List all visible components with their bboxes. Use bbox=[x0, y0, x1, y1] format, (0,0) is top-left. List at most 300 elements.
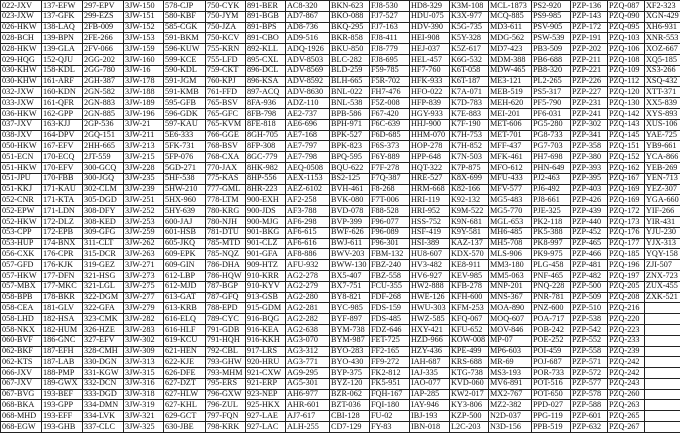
table-cell: 187-EFH bbox=[42, 346, 83, 357]
table-cell: YIF-266 bbox=[645, 206, 680, 217]
table-cell: 2GH-387 bbox=[83, 76, 124, 87]
table-cell: 311-CLT bbox=[83, 238, 124, 249]
table-cell: PZQ-196 bbox=[608, 260, 645, 271]
table-cell: PZQ-090 bbox=[608, 11, 645, 22]
table-cell: 8FA-936 bbox=[246, 98, 286, 109]
table-cell: 770-JAX bbox=[206, 162, 246, 173]
table-cell: PZQ-176 bbox=[608, 227, 645, 238]
table-cell: 161-QFR bbox=[42, 98, 83, 109]
table-cell: 766-GGE bbox=[206, 130, 246, 141]
table-cell: POI-459 bbox=[532, 346, 571, 357]
table-cell: 068-MHD bbox=[1, 411, 42, 422]
table-cell: 322-DGM bbox=[83, 292, 124, 303]
table-cell: K5G-735 bbox=[450, 22, 489, 33]
table-cell: AD8-736 bbox=[286, 22, 330, 33]
table-cell: 3JW-152 bbox=[124, 22, 164, 33]
table-cell: FJ7-163 bbox=[370, 22, 410, 33]
table-cell: BYO-430 bbox=[330, 357, 370, 368]
table-cell: K7N-503 bbox=[450, 152, 489, 163]
table-cell: FF9-272 bbox=[370, 357, 410, 368]
table-cell: HRM-668 bbox=[410, 184, 450, 195]
table-cell: MX2-767 bbox=[489, 389, 532, 400]
table-cell: PZP-302 bbox=[571, 119, 608, 130]
table-cell: BNL-022 bbox=[330, 87, 370, 98]
table-cell: PZQ-095 bbox=[608, 22, 645, 33]
table-cell: PZP-136 bbox=[571, 1, 608, 12]
table-cell: POR-733 bbox=[532, 368, 571, 379]
table-row bbox=[1, 184, 680, 195]
table-cell: 2GP-536 bbox=[83, 119, 124, 130]
table-cell: KW2-017 bbox=[450, 389, 489, 400]
table-cell: 3JW-215 bbox=[124, 152, 164, 163]
table-cell: 3JW-16 bbox=[124, 65, 164, 76]
table-cell: PZP-341 bbox=[571, 130, 608, 141]
table-cell: KDX-570 bbox=[450, 249, 489, 260]
table-cell: 787-BGP bbox=[206, 281, 246, 292]
table-cell: AE7-797 bbox=[286, 141, 330, 152]
table-cell: PZQ-151 bbox=[608, 141, 645, 152]
table-cell: MZ2-382 bbox=[489, 400, 532, 411]
table-cell: FDS-159 bbox=[370, 303, 410, 314]
table-cell: BWW-130 bbox=[330, 260, 370, 271]
table-cell: 3JW-239 bbox=[124, 184, 164, 195]
table-cell: YEZ-307 bbox=[645, 184, 680, 195]
table-row bbox=[1, 216, 680, 227]
table-cell: 067-BVG bbox=[1, 389, 42, 400]
table-cell: 590-KDL bbox=[164, 65, 206, 76]
table-cell: 580-KBF bbox=[164, 11, 206, 22]
table-cell: AE7-798 bbox=[286, 152, 330, 163]
table-cell: 066-JXV bbox=[1, 368, 42, 379]
table-cell: 029-HQG bbox=[1, 54, 42, 65]
table-cell: MH6-485 bbox=[489, 227, 532, 238]
table-cell: BX7-751 bbox=[330, 281, 370, 292]
table-cell: PZQ-216 bbox=[608, 303, 645, 314]
table-cell: IBN-018 bbox=[410, 422, 450, 433]
table-cell: 2FB-009 bbox=[83, 22, 124, 33]
table-cell: 300-JGQ bbox=[83, 173, 124, 184]
table-cell: PNR-781 bbox=[532, 292, 571, 303]
table-cell: 3JW-213 bbox=[124, 141, 164, 152]
table-cell: 786-DHA bbox=[206, 260, 246, 271]
table-cell bbox=[645, 400, 680, 411]
table-cell: MEH-620 bbox=[489, 98, 532, 109]
table-cell: 5HX-960 bbox=[164, 195, 206, 206]
table-cell: PZQ-167 bbox=[608, 173, 645, 184]
table-cell: 3JW-251 bbox=[124, 195, 164, 206]
table-cell: 896-DCL bbox=[246, 65, 286, 76]
table-cell: 913-GSB bbox=[246, 292, 286, 303]
table-cell: FJ8-530 bbox=[370, 1, 410, 12]
table-cell: 038-JXV bbox=[1, 130, 42, 141]
table-row bbox=[1, 108, 680, 119]
table-cell: MET-606 bbox=[489, 119, 532, 130]
table-cell: 162-GPP bbox=[42, 108, 83, 119]
table-row bbox=[1, 314, 680, 325]
table-cell: MGL-653 bbox=[489, 216, 532, 227]
table-cell: MD7-423 bbox=[489, 44, 532, 55]
table-cell: BLH-665 bbox=[330, 76, 370, 87]
table-cell: AD9-516 bbox=[286, 33, 330, 44]
table-cell: PLG-458 bbox=[532, 260, 571, 271]
table-cell: BKR-858 bbox=[330, 33, 370, 44]
table-cell: 891-CBO bbox=[246, 33, 286, 44]
table-cell: BS2-125 bbox=[330, 173, 370, 184]
table-cell: HEL-457 bbox=[410, 54, 450, 65]
table-cell: 795-ERS bbox=[206, 378, 246, 389]
table-cell: FJ8-411 bbox=[370, 33, 410, 44]
table-cell: 056-CXK bbox=[1, 249, 42, 260]
table-cell: 909-HTZ bbox=[246, 260, 286, 271]
table-cell: PZP-510 bbox=[571, 303, 608, 314]
table-cell: PG8-733 bbox=[532, 130, 571, 141]
table-cell: 597-KAU bbox=[164, 119, 206, 130]
table-cell: MCL-1873 bbox=[489, 1, 532, 12]
table-cell: ADV-8630 bbox=[286, 87, 330, 98]
table-cell: 765-KVM bbox=[206, 119, 246, 130]
table-cell: HRI-952 bbox=[410, 206, 450, 217]
table-cell: K82-166 bbox=[450, 184, 489, 195]
table-cell: MS3-193 bbox=[489, 368, 532, 379]
table-cell: FK5-951 bbox=[370, 378, 410, 389]
table-cell: PS2-920 bbox=[532, 1, 571, 12]
table-cell: AJ7-617 bbox=[286, 411, 330, 422]
table-cell: F5Z-008 bbox=[370, 98, 410, 109]
table-cell: 916-KKH bbox=[246, 335, 286, 346]
table-cell: 177-MKC bbox=[42, 281, 83, 292]
table-cell: BWJ-611 bbox=[330, 238, 370, 249]
table-cell: F6C-639 bbox=[370, 119, 410, 130]
table-cell: PZP-578 bbox=[571, 389, 608, 400]
table-cell: 315-DCR bbox=[83, 249, 124, 260]
table-cell: BVH-461 bbox=[330, 184, 370, 195]
table-cell: AF6-298 bbox=[286, 216, 330, 227]
table-cell: PZQ-263 bbox=[608, 400, 645, 411]
table-cell: F7T-006 bbox=[370, 195, 410, 206]
table-cell: 613-KRB bbox=[164, 303, 206, 314]
table-cell: PG7-703 bbox=[532, 141, 571, 152]
table-cell: POB-242 bbox=[532, 324, 571, 335]
table-cell: PZP-588 bbox=[571, 400, 608, 411]
table-cell: AG2-638 bbox=[286, 324, 330, 335]
table-cell: BYM-738 bbox=[330, 324, 370, 335]
table-cell bbox=[645, 422, 680, 433]
table-cell: YEB-269 bbox=[645, 162, 680, 173]
table-row bbox=[1, 346, 680, 357]
table-cell: 921-ERP bbox=[246, 378, 286, 389]
table-cell: 785-NQZ bbox=[206, 249, 246, 260]
table-cell: 182-HSA bbox=[42, 314, 83, 325]
table-cell: 3JW-277 bbox=[124, 292, 164, 303]
table-cell: MFK-461 bbox=[489, 152, 532, 163]
table-cell: MFV-577 bbox=[489, 184, 532, 195]
table-cell: 058-CEA bbox=[1, 303, 42, 314]
table-cell: BZT-036 bbox=[330, 400, 370, 411]
table-cell: 163-KJJ bbox=[42, 119, 83, 130]
table-cell: HFK-933 bbox=[410, 76, 450, 87]
table-cell: 060-BVF bbox=[1, 335, 42, 346]
table-cell: XX5-839 bbox=[645, 98, 680, 109]
table-row bbox=[1, 292, 680, 303]
table-cell: 333-DGD bbox=[83, 389, 124, 400]
table-cell: MM3-180 bbox=[489, 260, 532, 271]
table-cell: F6D-685 bbox=[370, 130, 410, 141]
table-cell: 891-BGB bbox=[246, 11, 286, 22]
table-cell: BPH-971 bbox=[330, 119, 370, 130]
table-cell: FQI-180 bbox=[370, 400, 410, 411]
table-cell: 171-LDN bbox=[42, 206, 83, 217]
table-row bbox=[1, 98, 680, 109]
table-cell: AG3-312 bbox=[286, 346, 330, 357]
table-row bbox=[1, 378, 680, 389]
table-cell: 896-KSA bbox=[246, 76, 286, 87]
table-cell: AF6-615 bbox=[286, 227, 330, 238]
table-cell: 792-CBL bbox=[206, 346, 246, 357]
table-cell: 3JW-318 bbox=[124, 389, 164, 400]
table-cell: MNS-367 bbox=[489, 292, 532, 303]
table-cell: 050-HKW bbox=[1, 141, 42, 152]
table-row bbox=[1, 281, 680, 292]
table-cell: 900-JDS bbox=[246, 206, 286, 217]
table-cell: PJ2-463 bbox=[532, 173, 571, 184]
table-cell: IAP-285 bbox=[410, 389, 450, 400]
table-cell: 778-LTM bbox=[206, 195, 246, 206]
table-cell: IAJ-335 bbox=[410, 368, 450, 379]
table-cell: PJ8-661 bbox=[532, 195, 571, 206]
table-row bbox=[1, 249, 680, 260]
table-row bbox=[1, 65, 680, 76]
table-cell: 3JW-279 bbox=[124, 303, 164, 314]
table-cell: BKU-850 bbox=[330, 44, 370, 55]
table-cell: HSF-419 bbox=[410, 227, 450, 238]
table-cell: PZP-542 bbox=[571, 324, 608, 335]
table-cell: 326-HZE bbox=[83, 324, 124, 335]
table-cell: 8FP-308 bbox=[246, 141, 286, 152]
table-cell: PZQ-173 bbox=[608, 216, 645, 227]
table-cell: 052-CNR bbox=[1, 195, 42, 206]
table-cell: 3JW-252 bbox=[124, 206, 164, 217]
table-row bbox=[1, 227, 680, 238]
table-cell: 797-FQN bbox=[206, 411, 246, 422]
table-cell: K7H-852 bbox=[450, 141, 489, 152]
table-cell: AG2-280 bbox=[286, 292, 330, 303]
table-cell: PZQ-169 bbox=[608, 195, 645, 206]
table-cell: PZP-552 bbox=[571, 335, 608, 346]
table-cell: FU-02 bbox=[370, 411, 410, 422]
table-cell: PZP-227 bbox=[571, 87, 608, 98]
table-cell: 901-GFA bbox=[246, 249, 286, 260]
table-cell: K9M-522 bbox=[450, 206, 489, 217]
table-cell: POJ-687 bbox=[532, 357, 571, 368]
table-cell: 058-LHD bbox=[1, 314, 42, 325]
table-cell: PK5-388 bbox=[532, 227, 571, 238]
table-cell: 621-HEN bbox=[164, 346, 206, 357]
table-cell: 321-HSG bbox=[83, 270, 124, 281]
table-cell: 916-BQG bbox=[246, 314, 286, 325]
table-row bbox=[1, 44, 680, 55]
table-cell: 137-GFK bbox=[42, 11, 83, 22]
table-cell: PZQ-087 bbox=[608, 1, 645, 12]
table-cell: 3JW-211 bbox=[124, 130, 164, 141]
table-cell: K5Y-328 bbox=[450, 33, 489, 44]
table-cell: 3JW-188 bbox=[124, 87, 164, 98]
table-cell: 3JW-262 bbox=[124, 238, 164, 249]
table-row bbox=[1, 11, 680, 22]
table-cell: PZP-571 bbox=[571, 357, 608, 368]
table-cell: PZQ-142 bbox=[608, 108, 645, 119]
table-cell: FDZ-646 bbox=[370, 324, 410, 335]
table-cell: 777-GML bbox=[206, 184, 246, 195]
table-cell: 768-CXA bbox=[206, 152, 246, 163]
table-cell: KVD-060 bbox=[450, 378, 489, 389]
table-cell: 5E6-333 bbox=[164, 130, 206, 141]
table-cell: PZQ-265 bbox=[608, 411, 645, 422]
table-cell: F59-785 bbox=[370, 65, 410, 76]
table-cell: 3JW-319 bbox=[124, 400, 164, 411]
table-cell: F6Y-889 bbox=[370, 152, 410, 163]
table-cell: KEV-985 bbox=[450, 270, 489, 281]
table-cell: MOV-846 bbox=[489, 324, 532, 335]
code-table-body bbox=[1, 1, 680, 433]
table-cell: F96-089 bbox=[370, 227, 410, 238]
table-cell: 596-GDK bbox=[164, 108, 206, 119]
table-cell: 193-BEF bbox=[42, 389, 83, 400]
table-cell: 917-LRS bbox=[246, 346, 286, 357]
table-cell: 781-DTU bbox=[206, 227, 246, 238]
table-cell: 599-KCE bbox=[164, 54, 206, 65]
table-cell: 5HW-210 bbox=[164, 184, 206, 195]
table-cell: PZP-395 bbox=[571, 173, 608, 184]
table-cell: 030-KHW bbox=[1, 65, 42, 76]
table-cell: HHM-070 bbox=[410, 130, 450, 141]
table-cell: 161-ARF bbox=[42, 76, 83, 87]
table-cell: IBJ-193 bbox=[410, 411, 450, 422]
table-cell: 299-EZS bbox=[83, 11, 124, 22]
table-cell: PZQ-143 bbox=[608, 119, 645, 130]
table-cell: AC8-320 bbox=[286, 1, 330, 12]
table-cell: 022-JXV bbox=[1, 1, 42, 12]
table-cell: K5Z-617 bbox=[450, 44, 489, 55]
table-cell: KFQ-067 bbox=[450, 314, 489, 325]
table-cell: PZP-465 bbox=[571, 238, 608, 249]
table-cell: N3D-156 bbox=[489, 422, 532, 433]
table-cell: AF6-616 bbox=[286, 238, 330, 249]
table-cell: BWV-203 bbox=[330, 249, 370, 260]
table-cell: 188-PMP bbox=[42, 368, 83, 379]
table-cell: 750-CYK bbox=[206, 1, 246, 12]
table-cell: 5HF-538 bbox=[164, 173, 206, 184]
table-cell: 032-JXW bbox=[1, 87, 42, 98]
table-cell: 892-KLL bbox=[246, 44, 286, 55]
table-cell: PZQ-242 bbox=[608, 368, 645, 379]
table-cell: 612-MJD bbox=[164, 281, 206, 292]
table-cell: POT-650 bbox=[532, 389, 571, 400]
table-cell: BYC-985 bbox=[330, 303, 370, 314]
table-cell: ADZ-110 bbox=[286, 98, 330, 109]
table-cell: 796-ZUL bbox=[206, 400, 246, 411]
table-cell: HF7-760 bbox=[410, 65, 450, 76]
table-cell: K7D-783 bbox=[450, 98, 489, 109]
table-cell: 785-MTD bbox=[206, 238, 246, 249]
table-cell: 3JW-196 bbox=[124, 108, 164, 119]
table-cell: 193-GPP bbox=[42, 400, 83, 411]
table-row bbox=[1, 324, 680, 335]
table-cell: 3JW-178 bbox=[124, 76, 164, 87]
table-cell: FH7-476 bbox=[370, 87, 410, 98]
table-cell: AF2-258 bbox=[286, 195, 330, 206]
table-cell: PJE-325 bbox=[532, 206, 571, 217]
table-cell: BQU-622 bbox=[330, 162, 370, 173]
table-cell: AEZ-6102 bbox=[286, 184, 330, 195]
table-cell: YAE-725 bbox=[645, 130, 680, 141]
table-cell: KFU-652 bbox=[450, 324, 489, 335]
table-cell: BPK-527 bbox=[330, 130, 370, 141]
table-cell: HZY-436 bbox=[410, 346, 450, 357]
table-cell: PZP-632 bbox=[571, 422, 608, 433]
table-cell: BYZ-120 bbox=[330, 378, 370, 389]
table-cell: 927-LAC bbox=[246, 422, 286, 433]
table-cell: PZP-221 bbox=[571, 65, 608, 76]
table-cell: 305-DGD bbox=[83, 195, 124, 206]
table-cell: 916-KEA bbox=[246, 324, 286, 335]
table-cell: 170-EFV bbox=[42, 162, 83, 173]
table-cell: HGY-933 bbox=[410, 108, 450, 119]
table-row bbox=[1, 173, 680, 184]
table-cell: PZQ-185 bbox=[608, 249, 645, 260]
table-cell: 2GN-883 bbox=[83, 98, 124, 109]
table-cell: 323-CMK bbox=[83, 314, 124, 325]
table-cell: MNP-201 bbox=[489, 281, 532, 292]
table-row bbox=[1, 303, 680, 314]
table-cell bbox=[645, 303, 680, 314]
table-cell: MOA-890 bbox=[489, 303, 532, 314]
table-row bbox=[1, 195, 680, 206]
table-cell: BVD-078 bbox=[330, 206, 370, 217]
table-cell: 068-BKA bbox=[1, 400, 42, 411]
table-cell: AG3-771 bbox=[286, 357, 330, 368]
table-cell: 920-HRU bbox=[246, 357, 286, 368]
table-cell: CBI-128 bbox=[330, 411, 370, 422]
table-cell: 053-HUP bbox=[1, 238, 42, 249]
table-cell: 319-GEZ bbox=[83, 260, 124, 271]
table-cell: 026-HKW bbox=[1, 22, 42, 33]
table-cell: CD7-129 bbox=[330, 422, 370, 433]
table-cell: BZR-062 bbox=[330, 389, 370, 400]
table-cell: 176-CPR bbox=[42, 249, 83, 260]
table-cell: ADQ-1926 bbox=[286, 44, 330, 55]
table-cell: 612-LBP bbox=[164, 270, 206, 281]
table-cell: PZQ-242 bbox=[608, 357, 645, 368]
table-cell: MG5-770 bbox=[489, 206, 532, 217]
table-cell: PZQ-197 bbox=[608, 270, 645, 281]
table-cell: YJU-230 bbox=[645, 227, 680, 238]
table-cell: 3JW-151 bbox=[124, 11, 164, 22]
table-cell: 051-JPU bbox=[1, 173, 42, 184]
table-cell: HWE-126 bbox=[410, 292, 450, 303]
table-cell: K7P-875 bbox=[450, 162, 489, 173]
table-cell: KRS-688 bbox=[450, 357, 489, 368]
table-cell: XOZ-667 bbox=[645, 44, 680, 55]
table-cell: 3JW-253 bbox=[124, 216, 164, 227]
table-cell: 3JW-271 bbox=[124, 260, 164, 271]
table-cell: K8X-699 bbox=[450, 173, 489, 184]
table-cell: PZP-426 bbox=[571, 195, 608, 206]
table-cell: PPD-027 bbox=[532, 400, 571, 411]
table-cell: HV6-927 bbox=[410, 270, 450, 281]
table-cell: 5FP-076 bbox=[164, 152, 206, 163]
table-cell: PZP-393 bbox=[571, 162, 608, 173]
table-cell: PHN-649 bbox=[532, 162, 571, 173]
